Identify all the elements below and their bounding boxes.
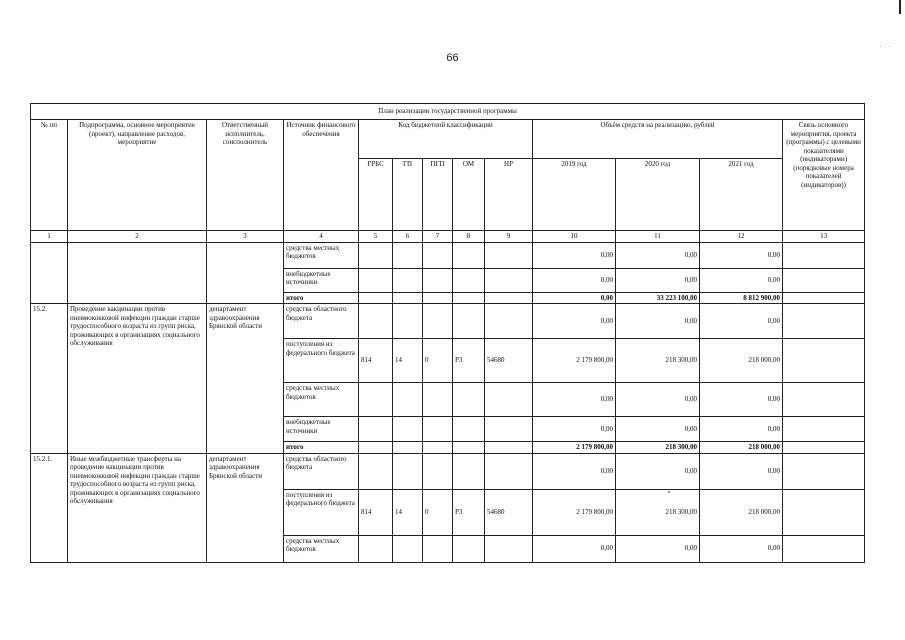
pgp-cell xyxy=(423,535,453,562)
nr-cell xyxy=(485,417,533,442)
item-number-cell: 15.2.1. xyxy=(31,453,68,562)
indicator-link-cell xyxy=(783,489,865,535)
gp-cell xyxy=(393,453,423,489)
amount-2020-cell: 0,00 xyxy=(616,383,700,417)
amount-2019-cell: 0,00 xyxy=(533,383,616,417)
header-subprogram: Подпрограмма, основное мероприятие (проект), направление расходов, мероприятие xyxy=(68,120,207,231)
col-number: 10 xyxy=(533,231,616,243)
indicator-link-cell xyxy=(783,535,865,562)
indicator-link-cell xyxy=(783,383,865,417)
nr-cell xyxy=(485,304,533,339)
header-year-2019: 2019 год xyxy=(533,159,616,231)
grbs-cell xyxy=(359,535,393,562)
nr-cell xyxy=(485,442,533,454)
indicator-link-cell xyxy=(783,292,865,304)
amount-2019-cell: 0,00 xyxy=(533,453,616,489)
bcc-cell xyxy=(393,242,423,268)
item-responsible-cell: департамент здравоохранения Брянской области xyxy=(207,304,284,454)
amount-2020-cell: 0,00 xyxy=(616,304,700,339)
indicator-link-cell xyxy=(783,304,865,339)
item-name-cell: Иные межбюджетные трансферты на проведение вакцинации против пневмококковой инфекции граждан старше трудоспособного возраста из групп риска, проживающих в организациях социального обслуживания xyxy=(68,453,207,562)
gp-cell xyxy=(393,535,423,562)
source-cell: средства местных бюджетов xyxy=(284,242,359,268)
header-link: Связь основного мероприятия, проекта (программы) с целевыми показателями (индикаторами) (порядковые номера показателей (индикаторов)) xyxy=(783,120,865,231)
grbs-cell xyxy=(359,417,393,442)
nr-cell xyxy=(485,535,533,562)
grbs-cell: 814 xyxy=(359,339,393,383)
bcc-cell xyxy=(423,242,453,268)
col-number: 11 xyxy=(616,231,700,243)
amount-2020-cell: 0,00 xyxy=(616,268,700,292)
header-source: Источник финансового обеспечения xyxy=(284,120,359,231)
nr-cell: 54680 xyxy=(485,339,533,383)
amount-2020-cell: 218 300,00 xyxy=(616,489,700,535)
gp-cell: 14 xyxy=(393,489,423,535)
amount-2021-cell: 0,00 xyxy=(700,304,783,339)
bcc-cell xyxy=(393,268,423,292)
header-year-2020: 2020 год xyxy=(616,159,700,231)
amount-2021-cell: 218 000,00 xyxy=(700,339,783,383)
col-number: 6 xyxy=(393,231,423,243)
nr-cell: 54680 xyxy=(485,489,533,535)
item-responsible-cell: департамент здравоохранения Брянской области xyxy=(207,453,284,562)
bcc-cell xyxy=(453,292,485,304)
subprogram-cell xyxy=(68,242,207,304)
source-cell: итого xyxy=(284,442,359,454)
source-cell: поступления из федерального бюджета xyxy=(284,339,359,383)
gp-cell xyxy=(393,304,423,339)
amount-2019-cell: 0,00 xyxy=(533,292,616,304)
bcc-cell xyxy=(359,268,393,292)
header-bcc-pgp: ПГП xyxy=(423,159,453,231)
amount-2020-cell: 0,00 xyxy=(616,535,700,562)
grbs-cell xyxy=(359,442,393,454)
scan-dots: . · . xyxy=(879,40,891,49)
amount-2021-cell: 0,00 xyxy=(700,417,783,442)
source-cell: средства местных бюджетов xyxy=(284,535,359,562)
indicator-link-cell xyxy=(783,268,865,292)
source-cell: внебюджетные источники xyxy=(284,417,359,442)
grbs-cell xyxy=(359,304,393,339)
pgp-cell: 0 xyxy=(423,489,453,535)
amount-2021-cell: 0,00 xyxy=(700,535,783,562)
header-bcc-nr: НР xyxy=(485,159,533,231)
col-number: 9 xyxy=(485,231,533,243)
amount-2019-cell: 2 179 800,00 xyxy=(533,489,616,535)
bcc-cell xyxy=(453,242,485,268)
header-year-2021: 2021 год xyxy=(700,159,783,231)
header-responsible: Ответственный исполнитель, соисполнитель xyxy=(207,120,284,231)
amount-2020-cell: 218 300,00 xyxy=(616,442,700,454)
source-cell: поступления из федерального бюджета xyxy=(284,489,359,535)
amount-2019-cell: 0,00 xyxy=(533,242,616,268)
page-number: 66 xyxy=(446,52,459,64)
bcc-cell xyxy=(359,242,393,268)
col-number: 3 xyxy=(207,231,284,243)
amount-2019-cell: 0,00 xyxy=(533,268,616,292)
source-cell: средства областного бюджета xyxy=(284,304,359,339)
indicator-link-cell xyxy=(783,442,865,454)
indicator-link-cell xyxy=(783,417,865,442)
indicator-link-cell xyxy=(783,242,865,268)
gp-cell xyxy=(393,417,423,442)
amount-2021-cell: 8 812 900,00 xyxy=(700,292,783,304)
gp-cell xyxy=(393,383,423,417)
column-number-row xyxy=(31,231,865,243)
amount-2021-cell: 218 000,00 xyxy=(700,489,783,535)
om-cell xyxy=(453,383,485,417)
source-cell: средства местных бюджетов xyxy=(284,383,359,417)
om-cell xyxy=(453,304,485,339)
pgp-cell xyxy=(423,442,453,454)
gp-cell xyxy=(393,442,423,454)
indicator-link-cell xyxy=(783,339,865,383)
table-caption: План реализации государственной программы xyxy=(31,104,865,120)
grbs-cell xyxy=(359,383,393,417)
pgp-cell: 0 xyxy=(423,339,453,383)
nr-cell xyxy=(485,453,533,489)
pgp-cell xyxy=(423,304,453,339)
bcc-cell xyxy=(453,268,485,292)
indicator-link-cell xyxy=(783,453,865,489)
om-cell xyxy=(453,453,485,489)
om-cell xyxy=(453,535,485,562)
pgp-cell xyxy=(423,383,453,417)
header-num: № пп xyxy=(31,120,68,231)
amount-2020-cell: 33 223 100,00 xyxy=(616,292,700,304)
om-cell: Р3 xyxy=(453,339,485,383)
responsible-cell xyxy=(207,242,284,304)
nr-cell xyxy=(485,383,533,417)
bcc-cell xyxy=(393,292,423,304)
om-cell xyxy=(453,417,485,442)
amount-2019-cell: 2 179 800,00 xyxy=(533,339,616,383)
header-bcc: Код бюджетной классификации xyxy=(359,120,533,159)
col-number: 4 xyxy=(284,231,359,243)
table-row xyxy=(31,242,865,268)
amount-2021-cell: 0,00 xyxy=(700,268,783,292)
bcc-cell xyxy=(423,292,453,304)
header-volume: Объём средств на реализацию, рублей xyxy=(533,120,783,159)
grbs-cell: 814 xyxy=(359,489,393,535)
source-cell: итого xyxy=(284,292,359,304)
bcc-cell xyxy=(485,292,533,304)
pgp-cell xyxy=(423,417,453,442)
om-cell: Р3 xyxy=(453,489,485,535)
scan-smudge xyxy=(668,491,670,493)
col-number: 12 xyxy=(700,231,783,243)
amount-2020-cell: 218 300,00 xyxy=(616,339,700,383)
source-cell: средства областного бюджета xyxy=(284,453,359,489)
amount-2019-cell: 2 179 800,00 xyxy=(533,442,616,454)
col-number: 13 xyxy=(783,231,865,243)
bcc-cell xyxy=(359,292,393,304)
col-number: 7 xyxy=(423,231,453,243)
bcc-cell xyxy=(423,268,453,292)
om-cell xyxy=(453,442,485,454)
item-name-cell: Проведение вакцинации против пневмококковой инфекции граждан старше трудоспособного возраста из групп риска, проживающих в организациях социального обслуживания xyxy=(68,304,207,454)
header-bcc-grbs: ГРБС xyxy=(359,159,393,231)
bcc-cell xyxy=(485,268,533,292)
col-number: 8 xyxy=(453,231,485,243)
bcc-cell xyxy=(485,242,533,268)
budget-plan-table xyxy=(30,103,865,563)
amount-2020-cell: 0,00 xyxy=(616,417,700,442)
pgp-cell xyxy=(423,453,453,489)
num-cell xyxy=(31,242,68,304)
amount-2019-cell: 0,00 xyxy=(533,535,616,562)
source-cell: внебюджетные источники xyxy=(284,268,359,292)
amount-2021-cell: 0,00 xyxy=(700,242,783,268)
col-number: 5 xyxy=(359,231,393,243)
amount-2020-cell: 0,00 xyxy=(616,242,700,268)
table-row xyxy=(31,304,865,339)
col-number: 1 xyxy=(31,231,68,243)
item-number-cell: 15.2. xyxy=(31,304,68,454)
header-bcc-gp: ГП xyxy=(393,159,423,231)
amount-2019-cell: 0,00 xyxy=(533,417,616,442)
amount-2021-cell: 218 000,00 xyxy=(700,442,783,454)
amount-2020-cell: 0,00 xyxy=(616,453,700,489)
table-row xyxy=(31,453,865,489)
gp-cell: 14 xyxy=(393,339,423,383)
scan-edge-mark xyxy=(899,0,901,14)
amount-2019-cell: 0,00 xyxy=(533,304,616,339)
amount-2021-cell: 0,00 xyxy=(700,453,783,489)
grbs-cell xyxy=(359,453,393,489)
amount-2021-cell: 0,00 xyxy=(700,383,783,417)
col-number: 2 xyxy=(68,231,207,243)
header-bcc-om: ОМ xyxy=(453,159,485,231)
